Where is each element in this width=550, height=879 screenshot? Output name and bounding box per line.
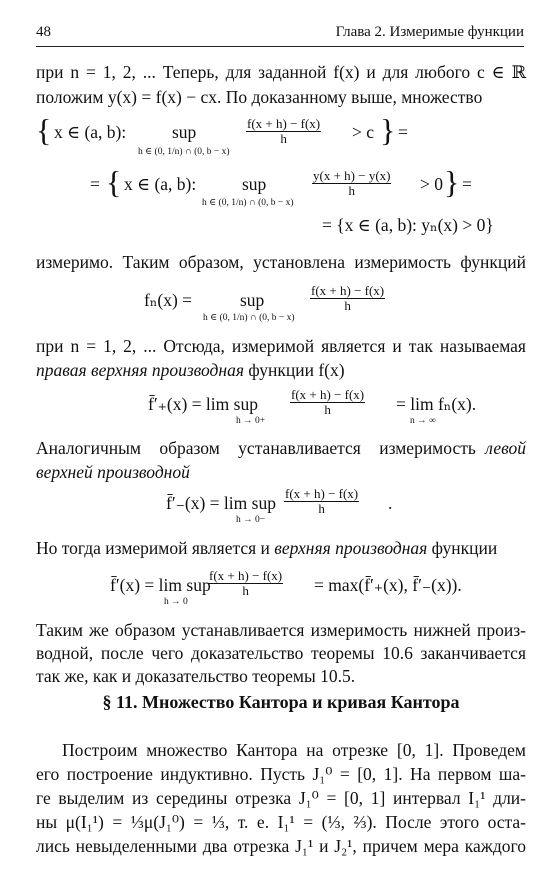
limit-subscript: h → 0− (236, 515, 266, 525)
paragraph-line: ны μ(I₁¹) = ⅓μ(J₁⁰) = ⅓, т. е. I₁¹ = (⅓, ⅔). После этого оста- (36, 812, 526, 832)
text-span: Но тогда измеримой является и (36, 538, 275, 558)
text-span: функции f(x) (243, 360, 345, 380)
paragraph-line: ге выделим из середины отрезка J₁⁰ = [0, 1] интервал I₁¹ дли- (36, 788, 526, 808)
math-expression: = lim fₙ(x). (396, 394, 477, 414)
math-expression: = {x ∈ (a, b): yₙ(x) > 0} (322, 215, 494, 235)
page-number: 48 (36, 24, 51, 40)
paragraph-line: лись невыделенными два отрезка J₁¹ и J₂¹, причем мера каждого (36, 836, 526, 856)
fraction-denominator: h (324, 402, 331, 417)
paragraph-line (36, 460, 526, 485)
italic-term: верхней производной (36, 462, 190, 482)
paragraph-line: так же, как и доказательство теоремы 10.5. (36, 666, 356, 686)
fraction (208, 569, 283, 598)
fraction-numerator: f(x + h) − f(x) (247, 116, 321, 131)
math-expression: = (398, 122, 408, 142)
math-expression: f̄′₊(x) = lim sup (148, 394, 258, 414)
fraction-denominator: h (348, 183, 355, 198)
fraction (310, 284, 385, 313)
italic-term: верхняя производная (274, 538, 428, 558)
math-expression: > 0 (420, 174, 443, 194)
fraction-numerator: f(x + h) − f(x) (209, 568, 283, 583)
fraction-denominator: h (344, 298, 351, 313)
math-expression: f̄′(x) = lim sup (110, 575, 211, 595)
section-heading: § 11. Множество Кантора и кривая Кантора (102, 692, 460, 712)
paragraph-line: измеримо. Таким образом, установлена измеримость функций (36, 252, 526, 272)
chapter-title: Глава 2. Измеримые функции (335, 24, 524, 40)
open-brace: { (106, 164, 122, 200)
limit-subscript: n → ∞ (410, 416, 436, 426)
paragraph-line: положим y(x) = f(x) − cx. По доказанному выше, множество (36, 87, 483, 107)
math-expression: x ∈ (a, b): (124, 174, 197, 194)
paragraph-line (36, 358, 526, 383)
math-expression: = max(f̄′₊(x), f̄′₋(x)). (314, 575, 462, 595)
fraction-denominator: h (242, 583, 249, 598)
fraction-numerator: y(x + h) − y(x) (313, 168, 391, 183)
fraction-numerator: f(x + h) − f(x) (291, 387, 365, 402)
fraction (246, 117, 321, 146)
limit-subscript: h → 0+ (236, 416, 266, 426)
fraction-denominator: h (318, 501, 325, 516)
header-rule (36, 46, 524, 47)
fraction (284, 487, 359, 516)
math-expression: = (90, 174, 100, 194)
sup-operator: sup (240, 290, 265, 310)
paragraph-line: при n = 1, 2, ... Отсюда, измеримой является и так называемая (36, 336, 526, 356)
paragraph-line: Таким же образом устанавливается измеримость нижней произ- (36, 620, 526, 640)
math-expression: fₙ(x) = (144, 290, 193, 310)
sup-subscript: h ∈ (0, 1/n) ∩ (0, b − x) (202, 198, 294, 208)
fraction-numerator: f(x + h) − f(x) (285, 486, 359, 501)
text-span: Аналогичным образом устанавливается измеримость (36, 438, 476, 458)
close-brace: } (444, 164, 460, 200)
fraction-numerator: f(x + h) − f(x) (311, 283, 385, 298)
paragraph-line (36, 436, 526, 461)
italic-term: левой (485, 438, 526, 458)
paragraph-line: его построение индуктивно. Пусть J₁⁰ = [0, 1]. На первом ша- (36, 764, 526, 784)
paragraph-line: водной, после чего доказательство теоремы 10.6 заканчивается (36, 643, 526, 663)
close-brace: } (380, 112, 396, 148)
math-expression: > c (352, 122, 375, 142)
limit-subscript: h → 0 (164, 597, 188, 607)
paragraph-line: Построим множество Кантора на отрезке [0, 1]. Проведем (62, 740, 526, 760)
math-expression: x ∈ (a, b): (54, 122, 127, 142)
fraction-denominator: h (280, 131, 287, 146)
paragraph-line: при n = 1, 2, ... Теперь, для заданной f(x) и для любого c ∈ ℝ (36, 62, 526, 82)
math-expression: = (462, 174, 472, 194)
math-expression: f̄′₋(x) = lim sup (166, 493, 276, 513)
fraction (290, 388, 365, 417)
text-span: функции (427, 538, 498, 558)
sup-operator: sup (242, 174, 267, 194)
italic-term: правая верхняя производная (36, 360, 244, 380)
math-expression: . (388, 493, 393, 513)
open-brace: { (36, 112, 52, 148)
paragraph-line (36, 536, 526, 561)
running-header (36, 24, 524, 46)
fraction (312, 169, 391, 198)
sup-subscript: h ∈ (0, 1/n) ∩ (0, b − x) (138, 147, 230, 157)
sup-subscript: h ∈ (0, 1/n) ∩ (0, b − x) (203, 313, 295, 323)
sup-operator: sup (172, 122, 197, 142)
